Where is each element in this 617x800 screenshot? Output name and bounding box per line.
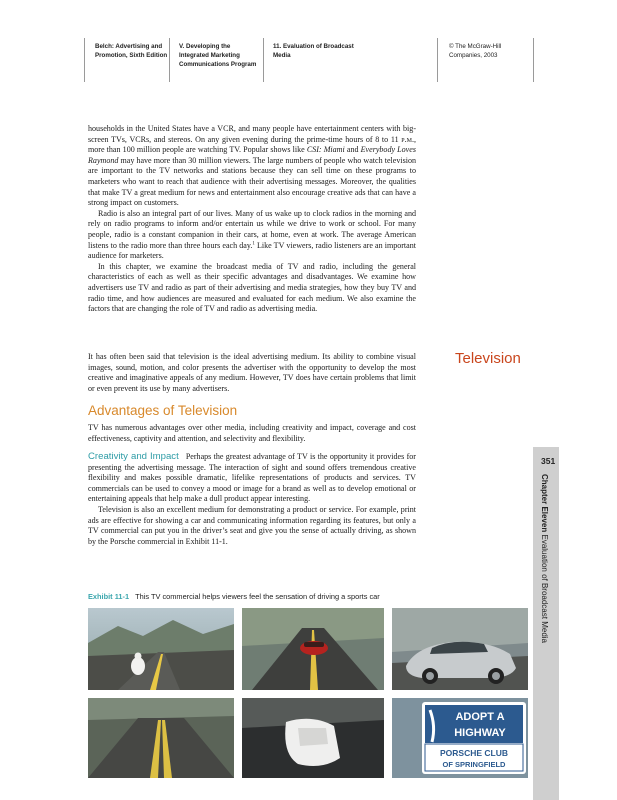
runin-heading-creativity: Creativity and Impact bbox=[88, 451, 179, 462]
page-number: 351 bbox=[541, 456, 556, 466]
paragraph-tv-households: households in the United States have a VCR, and many people have entertainment centers with big-screen TVs, VCRs, and stereos. On any given evening during the prime-time hours of 8 to 11 p.m., more than 100 million people are watching TV. Popular shows like CSI: Miami and Everybody Loves Raymond may have more than 30 million viewers. The large numbers of people who watch television are important to the TV networks and stations because they can sell time on these programs to marketers who want to reach that audience with their advertising messages. Moreover, the qualities that make TV a great medium for news and entertainment also encourage creative ads that can have a strong impact on customers. bbox=[88, 124, 416, 208]
header-copyright: © The McGraw-Hill Companies, 2003 bbox=[449, 43, 502, 59]
sign-text-springfield: OF SPRINGFIELD bbox=[442, 760, 506, 769]
running-header bbox=[84, 38, 534, 82]
paragraph-radio: Radio is also an integral part of our lives. Many of us wake up to clock radios in the morning and rely on radio programs to inform and/or entertain us while we drive to work or school. For many people, radio is a constant companion in their cars, at home, even at work. The average American listens to the radio more than three hours each day.$^1$ Like TV viewers, radio listeners are an important audience for marketers. bbox=[88, 208, 416, 261]
body-text-intro bbox=[88, 124, 416, 315]
section-heading-television: Television bbox=[455, 350, 521, 367]
photo-hand-gear bbox=[242, 698, 384, 778]
photo-road-lines bbox=[88, 698, 234, 778]
sign-text-adopt: ADOPT A bbox=[455, 711, 505, 723]
sign-text-porsche-club: PORSCHE CLUB bbox=[439, 748, 509, 758]
sign-text-highway: HIGHWAY bbox=[454, 727, 506, 739]
photo-silver-porsche bbox=[392, 608, 528, 690]
paragraph-ideal-medium: It has often been said that television is the ideal advertising medium. Its ability to combine visual images, sound, motion, and color presents the advertiser with the opportunity to develop the most creative and imaginative appeals of any medium. However, TV does have certain problems that limit or even prevent its use by many advertisers. bbox=[88, 352, 416, 393]
running-chapter-title: Chapter Eleven Evaluation of Broadcast Media bbox=[540, 474, 549, 643]
paragraph-demonstration: Television is also an excellent medium for demonstrating a product or service. For example, print ads are effective for showing a car and communicating information regarding its features, but only a TV commercial can put you in the driver’s seat and give you the sense of actually driving, as shown by the Porsche commercial in Exhibit 11-1. bbox=[88, 504, 416, 546]
body-text-television bbox=[88, 352, 416, 394]
section-heading-advantages: Advantages of Television bbox=[88, 403, 238, 418]
photo-red-car-road bbox=[242, 608, 384, 690]
paragraph-chapter-overview: In this chapter, we examine the broadcast media of TV and radio, including the general characteristics of each as well as their specific advantages and disadvantages. We examine how advertisers use TV and radio as part of their advertising and media strategies, how they buy TV and radio time, and how audiences are measured and evaluated for each medium. We also examine the factors that are changing the role of TV and radio as advertising media. bbox=[88, 261, 416, 314]
header-part-title: V. Developing the Integrated Marketing Communications Program bbox=[179, 43, 257, 68]
header-chapter-title: 11. Evaluation of Broadcast Media bbox=[273, 43, 354, 59]
body-text-advantages bbox=[88, 423, 416, 444]
photo-adopt-highway-sign bbox=[392, 698, 528, 778]
header-book-title: Belch: Advertising and Promotion, Sixth Edition bbox=[95, 43, 168, 59]
photo-mountain-road-figure bbox=[88, 608, 234, 690]
paragraph-creativity: Creativity and Impact Perhaps the greatest advantage of TV is the opportunity it provides for presenting the advertising message. The interaction of sight and sound offers tremendous creative flexibility and makes possible dramatic, lifelike representations of products and services. TV commercials can be used to convey a mood or image for a brand as well as to develop emotional or entertaining appeals that help make a dull product appear interesting. bbox=[88, 451, 416, 504]
body-text-creativity bbox=[88, 452, 416, 547]
paragraph-advantages-list: TV has numerous advantages over other media, including creativity and impact, coverage and cost effectiveness, captivity and attention, and selectivity and flexibility. bbox=[88, 423, 416, 443]
exhibit-caption: Exhibit 11-1 This TV commercial helps viewers feel the sensation of driving a sports car bbox=[88, 592, 380, 601]
exhibit-label: Exhibit 11-1 bbox=[88, 592, 130, 601]
